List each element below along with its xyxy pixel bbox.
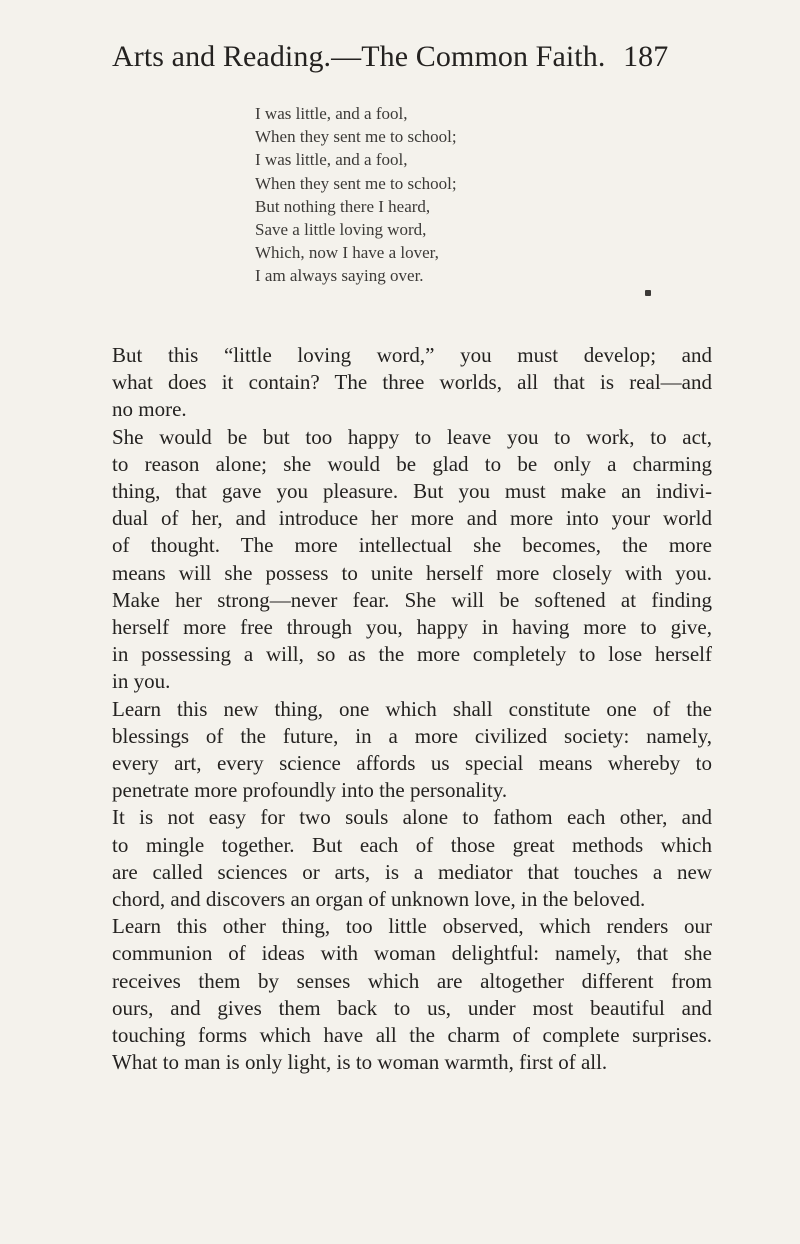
paragraph: [112, 424, 712, 696]
poem: [255, 102, 615, 288]
paragraph: [112, 804, 712, 913]
poem-line: Save a little loving word,: [255, 220, 427, 240]
text-line: every art, every science affords us special means whereby to: [112, 751, 712, 776]
poem-line: But nothing there I heard,: [255, 196, 431, 216]
print-speck: [645, 290, 651, 296]
text-line: chord, and discovers an organ of unknown love, in the beloved.: [112, 887, 646, 912]
poem-line: I was little, and a fool,: [255, 150, 408, 170]
text-line: thing, that gave you pleasure. But you must make an indivi-: [112, 479, 712, 504]
text-line: What to man is only light, is to woman warmth, first of all.: [112, 1050, 608, 1075]
text-line: in you.: [112, 669, 171, 694]
text-line: blessings of the future, in a more civilized society: namely,: [112, 723, 712, 748]
paragraph: [112, 696, 712, 805]
text-line: to mingle together. But each of those great methods which: [112, 832, 712, 857]
text-line: But this “little loving word,” you must develop; and: [112, 343, 712, 367]
running-head: [112, 38, 712, 76]
text-line: to reason alone; she would be glad to be only a charming: [112, 451, 712, 476]
text-line: ours, and gives them back to us, under most beautiful and: [112, 995, 712, 1020]
text-line: Make her strong—never fear. She will be softened at finding: [112, 587, 712, 612]
poem-line: When they sent me to school;: [255, 173, 457, 193]
page-number: 187: [623, 40, 669, 73]
poem-line: Which, now I have a lover,: [255, 243, 439, 263]
poem-line: I was little, and a fool,: [255, 104, 408, 123]
running-title: Arts and Reading.—The Common Faith.: [112, 40, 606, 73]
text-line: It is not easy for two souls alone to fathom each other, and: [112, 805, 712, 830]
text-line: dual of her, and introduce her more and more into your world: [112, 506, 712, 531]
text-line: herself more free through you, happy in having more to give,: [112, 615, 712, 640]
text-line: of thought. The more intellectual she becomes, the more: [112, 533, 712, 558]
text-line: in possessing a will, so as the more completely to lose herself: [112, 642, 712, 667]
text-line: means will she possess to unite herself more closely with you.: [112, 560, 712, 585]
paragraph: [112, 342, 712, 424]
poem-line: I am always saying over.: [255, 266, 424, 286]
text-line: Learn this other thing, too little observed, which renders our: [112, 914, 712, 939]
text-line: receives them by senses which are altogether different from: [112, 968, 712, 993]
text-line: touching forms which have all the charm of complete surprises.: [112, 1023, 712, 1048]
body-text: [112, 342, 712, 1076]
text-line: no more.: [112, 397, 187, 422]
text-line: communion of ideas with woman delightful: namely, that she: [112, 941, 712, 966]
text-line: what does it contain? The three worlds, all that is real—and: [112, 370, 712, 395]
paragraph: [112, 913, 712, 1076]
text-line: are called sciences or arts, is a mediator that touches a new: [112, 859, 712, 884]
text-line: Learn this new thing, one which shall constitute one of the: [112, 696, 712, 721]
text-line: penetrate more profoundly into the personality.: [112, 778, 508, 803]
text-line: She would be but too happy to leave you to work, to act,: [112, 424, 712, 449]
poem-line: When they sent me to school;: [255, 127, 457, 147]
